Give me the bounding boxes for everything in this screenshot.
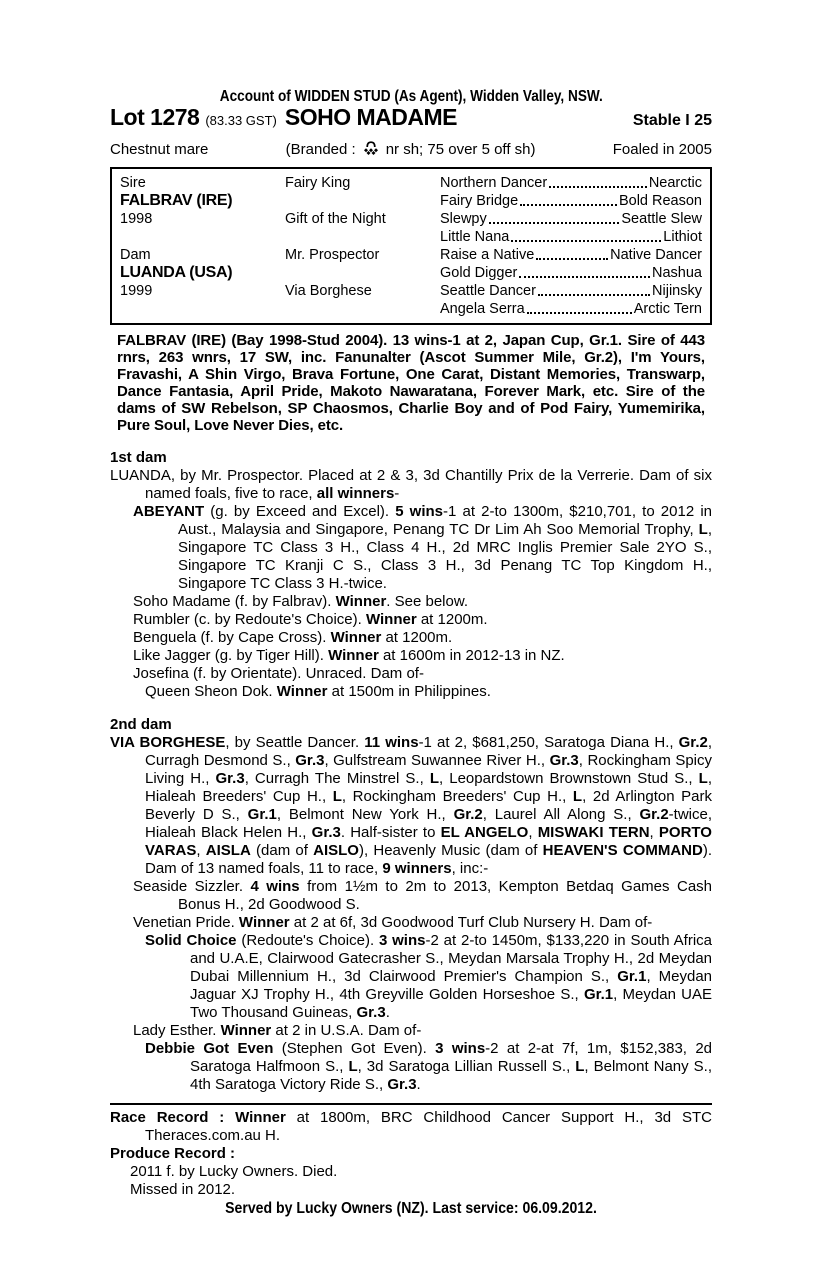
sire-summary-paragraph bbox=[110, 332, 712, 434]
dam-year: 1999 bbox=[120, 283, 153, 299]
pedigree-ancestor-row bbox=[440, 192, 702, 210]
bold-text: Gr.3 bbox=[215, 770, 245, 787]
like-jagger-entry bbox=[133, 647, 712, 665]
bold-text: 3 wins bbox=[378, 932, 426, 949]
first-dam-heading bbox=[110, 449, 712, 467]
bold-text: VIA BORGHESE bbox=[110, 734, 226, 751]
benguela-entry bbox=[133, 629, 712, 647]
abeyant-entry bbox=[133, 503, 712, 593]
ancestor-name: Gold Digger bbox=[440, 265, 518, 281]
pedigree-ancestor-row bbox=[440, 282, 702, 300]
lot-number: Lot 1278 bbox=[110, 104, 200, 130]
plain-text: (g. by Exceed and Excel). bbox=[204, 503, 396, 520]
plain-text: , Meydan Jaguar XJ Trophy H., 4th Greyville Golden Horseshoe S., bbox=[190, 968, 712, 1003]
pedigree-parent-name: Mr. Prospector bbox=[285, 247, 380, 263]
ancestor-name: Slewpy bbox=[440, 211, 487, 227]
plain-text: LUANDA, by Mr. Prospector. Placed at 2 & 3, 3d Chantilly Prix de la Verrerie. Dam of six named foals, five to race, bbox=[110, 467, 712, 502]
plain-text: Benguela (f. by Cape Cross). bbox=[133, 629, 331, 646]
pedigree-ancestor-row bbox=[440, 174, 702, 192]
plain-text: , bbox=[196, 842, 206, 859]
sire-year: 1998 bbox=[120, 211, 153, 227]
bold-text: 11 wins bbox=[364, 734, 419, 751]
bold-text: Gr.1 bbox=[247, 806, 277, 823]
plain-text: . bbox=[385, 1004, 390, 1021]
bold-text: L bbox=[575, 1058, 585, 1075]
bold-text: L bbox=[698, 770, 708, 787]
bold-text: MISWAKI TERN bbox=[537, 824, 650, 841]
bold-text: Gr.3 bbox=[387, 1076, 417, 1093]
plain-text: . See below. bbox=[386, 593, 469, 610]
dot-leader bbox=[511, 228, 661, 242]
sire-parents-column bbox=[285, 174, 440, 246]
plain-text: , Belmont Nany S., 4th Saratoga Victory Ride S., bbox=[190, 1058, 712, 1093]
sire-name: FALBRAV (IRE) bbox=[120, 192, 233, 209]
ancestor-name: Little Nana bbox=[440, 229, 510, 245]
soho-madame-entry bbox=[133, 593, 712, 611]
bold-text: Winner bbox=[276, 683, 328, 700]
bold-text: 9 winners bbox=[382, 860, 452, 877]
record-footer bbox=[110, 1109, 712, 1218]
race-record bbox=[110, 1109, 712, 1145]
gst-note: (83.33 GST) bbox=[205, 113, 277, 128]
bold-text: Gr.3 bbox=[356, 1004, 386, 1021]
bold-text: Winner bbox=[365, 611, 417, 628]
plain-text: Rumbler (c. by Redoute's Choice). bbox=[133, 611, 366, 628]
dam-pedigree-group bbox=[120, 246, 702, 318]
dam-ancestors-column bbox=[440, 246, 702, 318]
plain-text: , Gulfstream Suwannee River H., bbox=[324, 752, 550, 769]
plain-text: ). Dam of 13 named foals, 11 to race, bbox=[145, 842, 712, 877]
plain-text: (dam of bbox=[250, 842, 314, 859]
plain-text: -1 at 2-to 1300m, $210,701, to 2012 in Aust., Malaysia and Singapore, Penang TC Dr Lim Ah Soo Memorial Trophy, bbox=[178, 503, 712, 538]
plain-text: -2 at 2-to 1450m, $133,220 in South Africa and U.A.E, Clairwood Gatecrasher S., Meydan Marsala Trophy H., 2d Meydan Dubai Millennium H., 3d Clairwood Premier's Champion S., bbox=[190, 932, 713, 985]
dam-parents-column bbox=[285, 246, 440, 318]
rumbler-entry bbox=[133, 611, 712, 629]
bold-text: Gr.1 bbox=[617, 968, 647, 985]
plain-text: , by Seattle Dancer. bbox=[225, 734, 365, 751]
sire-column bbox=[120, 174, 285, 246]
bold-text: Winner bbox=[238, 914, 290, 931]
bold-text: L bbox=[572, 788, 583, 805]
grandparent-name: Lithiot bbox=[663, 229, 702, 245]
dot-leader bbox=[520, 192, 617, 206]
plain-text: Josefina (f. by Orientate). Unraced. Dam of- bbox=[133, 665, 424, 682]
bold-text: Winner bbox=[220, 1022, 272, 1039]
luanda-entry bbox=[110, 467, 712, 503]
bold-text: Gr.2 bbox=[678, 734, 708, 751]
horse-name: SOHO MADAME bbox=[284, 104, 457, 130]
pedigree-ancestor-row bbox=[440, 246, 702, 264]
plain-text: Like Jagger (g. by Tiger Hill). bbox=[133, 647, 329, 664]
sire-label: Sire bbox=[120, 175, 146, 191]
grandparent-name: Seattle Slew bbox=[621, 211, 702, 227]
debbie-got-even-entry bbox=[145, 1040, 712, 1094]
bold-text: Winner bbox=[328, 647, 379, 664]
via-borghese-entry bbox=[110, 734, 712, 878]
bold-text: Gr.1 bbox=[583, 986, 614, 1003]
plain-text: , Meydan UAE Two Thousand Guineas, bbox=[190, 986, 712, 1021]
dot-leader bbox=[536, 246, 608, 260]
queen-sheon-dok-entry bbox=[145, 683, 712, 701]
widden-stud-brand-icon bbox=[361, 140, 381, 157]
bold-text: Race Record : Winner bbox=[110, 1109, 286, 1126]
bold-text: 4 wins bbox=[250, 878, 300, 895]
plain-text: 2011 f. by Lucky Owners. Died. bbox=[130, 1163, 338, 1180]
bold-text: HEAVEN'S COMMAND bbox=[542, 842, 703, 859]
ancestor-name: Seattle Dancer bbox=[440, 283, 536, 299]
plain-text: , bbox=[528, 824, 538, 841]
bold-text: AISLO bbox=[313, 842, 359, 859]
bold-text: ABEYANT bbox=[133, 503, 205, 520]
plain-text: , Rockingham Breeders' Cup H., bbox=[341, 788, 573, 805]
grandparent-name: Nijinsky bbox=[652, 283, 702, 299]
bold-text: Produce Record : bbox=[110, 1145, 236, 1162]
bold-text: Gr.3 bbox=[311, 824, 341, 841]
plain-text: at 2 at 6f, 3d Goodwood Turf Club Nursery H. Dam of- bbox=[289, 914, 653, 931]
bold-text: Winner bbox=[335, 593, 387, 610]
plain-text: (Redoute's Choice). bbox=[236, 932, 379, 949]
dot-leader bbox=[489, 210, 620, 224]
pedigree-ancestor-row bbox=[440, 210, 702, 228]
bold-text: 1st dam bbox=[110, 449, 167, 466]
grandparent-name: Nashua bbox=[652, 265, 702, 281]
plain-text: , Hialeah Breeders' Cup H., bbox=[145, 770, 712, 805]
brand-prefix: (Branded : bbox=[285, 141, 356, 158]
stable-position: Stable I 25 bbox=[632, 112, 712, 129]
plain-text: , Curragh Desmond S., bbox=[145, 734, 712, 769]
bold-text: Gr.2 bbox=[639, 806, 669, 823]
dot-leader bbox=[549, 174, 647, 188]
dot-leader bbox=[538, 282, 650, 296]
plain-text: at 1200m. bbox=[381, 629, 453, 646]
lot-header-row bbox=[110, 104, 712, 130]
lady-esther-entry bbox=[133, 1022, 712, 1040]
plain-text: , 2d Arlington Park Beverly D S., bbox=[145, 788, 712, 823]
plain-text: . bbox=[416, 1076, 421, 1093]
bold-text: all winners bbox=[316, 485, 395, 502]
second-dam-heading bbox=[110, 716, 712, 734]
bold-text: 2nd dam bbox=[110, 716, 172, 733]
plain-text: Seaside Sizzler. bbox=[133, 878, 251, 895]
bold-text: EL ANGELO bbox=[440, 824, 529, 841]
dam-name: LUANDA (USA) bbox=[120, 264, 233, 281]
produce-record-2011 bbox=[130, 1163, 712, 1181]
bold-text: Served by Lucky Owners (NZ). Last service: 06.09.2012. bbox=[225, 1200, 597, 1217]
plain-text: at 2 in U.S.A. Dam of- bbox=[271, 1022, 422, 1039]
dam-label: Dam bbox=[120, 247, 151, 263]
account-line bbox=[110, 88, 712, 106]
plain-text: ), Heavenly Music (dam of bbox=[358, 842, 543, 859]
plain-text: , Singapore TC Class 3 H., Class 4 H., 2d MRC Inglis Premier Sale 2YO S., Singapore TC Kranji C S., Class 3 H., 3d Penang TC Top Kingdom H., Singapore TC Class 3 H.-twice. bbox=[178, 521, 712, 592]
bold-text: L bbox=[332, 788, 342, 805]
plain-text: , bbox=[649, 824, 659, 841]
plain-text: -1 at 2, $681,250, Saratoga Diana H., bbox=[418, 734, 679, 751]
brand-group bbox=[286, 137, 536, 159]
pedigree-ancestor-row bbox=[440, 300, 702, 318]
bold-text: Gr.3 bbox=[549, 752, 579, 769]
bold-text: PORTO VARAS bbox=[145, 824, 712, 859]
grandparent-name: Nearctic bbox=[648, 175, 702, 191]
plain-text: Venetian Pride. bbox=[133, 914, 239, 931]
color-sex-label: Chestnut mare bbox=[110, 141, 209, 158]
pedigree-ancestor-row bbox=[440, 264, 702, 282]
plain-text: -twice, Hialeah Black Helen H., bbox=[145, 806, 712, 841]
plain-text: at 1500m in Philippines. bbox=[327, 683, 491, 700]
plain-text: , 3d Saratoga Lillian Russell S., bbox=[357, 1058, 576, 1075]
account-line-text: Account of WIDDEN STUD (As Agent), Widden Valley, NSW. bbox=[219, 88, 603, 105]
bold-text: AISLA bbox=[205, 842, 251, 859]
dot-leader bbox=[527, 300, 632, 314]
pedigree-parent-name: Gift of the Night bbox=[285, 211, 386, 227]
plain-text: Queen Sheon Dok. bbox=[145, 683, 277, 700]
plain-text: , inc:- bbox=[451, 860, 489, 877]
plain-text: at 1800m, BRC Childhood Cancer Support H., 3d STC Theraces.com.au H. bbox=[145, 1109, 712, 1144]
produce-record-heading bbox=[110, 1145, 712, 1163]
grandparent-name: Arctic Tern bbox=[633, 301, 702, 317]
sire-pedigree-group bbox=[120, 174, 702, 246]
bold-text: FALBRAV (IRE) (Bay 1998-Stud 2004). 13 wins-1 at 2, Japan Cup, Gr.1. Sire of 443 rnrs, 263 wnrs, 17 SW, inc. Fanunalter (Ascot Summer Mile, Gr.2), I'm Yours, Fravashi, A Shin Virgo, Brava Fortune, One Carat, Distant Memories, Transwarp, Dance Fantasia, April Pride, Makoto Nawaratana, Forever Mark, etc. Sire of the dams of SW Rebelson, SP Chaosmos, Charlie Boy and of Pod Fairy, Yumemirika, Pure Soul, Love Never Dies, etc. bbox=[117, 332, 705, 434]
bold-text: Gr.3 bbox=[295, 752, 325, 769]
plain-text: from 1½m to 2m to 2013, Kempton Betdaq Games Cash Bonus H., 2d Goodwood S. bbox=[178, 878, 713, 913]
grandparent-name: Native Dancer bbox=[610, 247, 702, 263]
ancestor-name: Angela Serra bbox=[440, 301, 525, 317]
plain-text: Missed in 2012. bbox=[130, 1181, 236, 1198]
plain-text: (Stephen Got Even). bbox=[273, 1040, 436, 1057]
plain-text: , Curragh The Minstrel S., bbox=[244, 770, 430, 787]
plain-text: -2 at 2-at 7f, 1m, $152,383, 2d Saratoga Halfmoon S., bbox=[190, 1040, 712, 1075]
bold-text: L bbox=[698, 521, 708, 538]
plain-text: , Laurel All Along S., bbox=[482, 806, 640, 823]
pedigree-parent-name: Via Borghese bbox=[285, 283, 372, 299]
plain-text: . Half-sister to bbox=[340, 824, 441, 841]
bold-text: Gr.2 bbox=[453, 806, 483, 823]
brand-suffix: nr sh; 75 over 5 off sh) bbox=[385, 141, 536, 158]
ancestor-name: Northern Dancer bbox=[440, 175, 548, 191]
ancestor-name: Fairy Bridge bbox=[440, 193, 519, 209]
pedigree-body bbox=[110, 449, 712, 1094]
bold-text: 5 wins bbox=[395, 503, 444, 520]
bold-text: Winner bbox=[330, 629, 382, 646]
plain-text: , Belmont New York H., bbox=[276, 806, 454, 823]
plain-text: , Rockingham Spicy Living H., bbox=[145, 752, 713, 787]
plain-text: Lady Esther. bbox=[133, 1022, 221, 1039]
seaside-sizzler-entry bbox=[133, 878, 712, 914]
served-line bbox=[146, 1200, 676, 1218]
footer-divider bbox=[110, 1103, 712, 1105]
bold-text: Debbie Got Even bbox=[145, 1040, 274, 1057]
bold-text: L bbox=[348, 1058, 358, 1075]
pedigree-parent-name: Fairy King bbox=[285, 175, 351, 191]
pedigree-table bbox=[110, 167, 712, 325]
bold-text: Solid Choice bbox=[145, 932, 237, 949]
page-content bbox=[110, 88, 712, 1218]
plain-text: Soho Madame (f. by Falbrav). bbox=[133, 593, 336, 610]
josefina-entry bbox=[133, 665, 712, 683]
solid-choice-entry bbox=[145, 932, 712, 1022]
sire-ancestors-column bbox=[440, 174, 702, 246]
produce-record-2012 bbox=[130, 1181, 712, 1199]
dot-leader bbox=[519, 264, 650, 278]
bold-text: L bbox=[429, 770, 439, 787]
ancestor-name: Raise a Native bbox=[440, 247, 535, 263]
plain-text: at 1600m in 2012-13 in NZ. bbox=[378, 647, 565, 664]
plain-text: - bbox=[394, 485, 400, 502]
plain-text: at 1200m. bbox=[416, 611, 488, 628]
foaled-label: Foaled in 2005 bbox=[612, 141, 712, 158]
grandparent-name: Bold Reason bbox=[618, 193, 702, 209]
venetian-pride-entry bbox=[133, 914, 712, 932]
bold-text: 3 wins bbox=[435, 1040, 486, 1057]
description-row bbox=[110, 137, 712, 159]
pedigree-ancestor-row bbox=[440, 228, 702, 246]
dam-column bbox=[120, 246, 285, 318]
plain-text: , Leopardstown Brownstown Stud S., bbox=[439, 770, 699, 787]
